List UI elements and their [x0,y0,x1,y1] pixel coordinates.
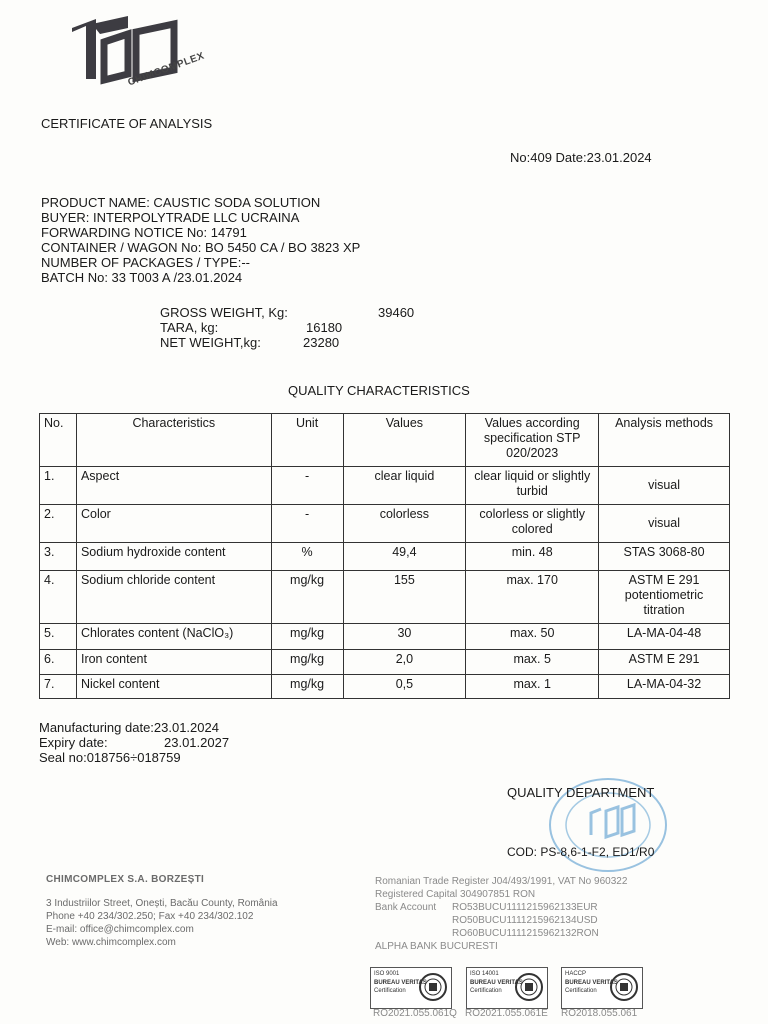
cell-value: colorless [343,505,466,543]
registered-capital: Registered Capital 304907851 RON [375,889,536,900]
cell-no: 6. [40,650,77,675]
cell-unit: mg/kg [271,650,343,675]
cert-code-haccp: RO2018.055.061 [561,1008,638,1019]
table-row [40,624,730,650]
cell-no: 5. [40,624,77,650]
registry-block [375,875,627,953]
cell-characteristic: Sodium chloride content [76,571,271,624]
header-specification: Values according specification STP 020/2023 [466,414,599,467]
cert-type: Certification [565,988,597,994]
cell-spec: max. 5 [466,650,599,675]
cell-value: 30 [343,624,466,650]
bank-account-row [375,901,627,914]
logo-wordmark: CHIMCOMPLEX [126,50,206,89]
quality-department-label: QUALITY DEPARTMENT [507,785,655,800]
cell-unit: - [271,467,343,505]
cell-method: visual [599,467,730,505]
buyer: BUYER: INTERPOLYTRADE LLC UCRAINA [41,210,300,225]
table-header-row [40,414,730,467]
bank-account-label: Bank Account [375,902,437,913]
company-phone: Phone +40 234/302.250; Fax +40 234/302.102 [46,911,254,922]
cell-no: 2. [40,505,77,543]
cell-method: LA-MA-04-32 [599,675,730,699]
header-analysis-methods: Analysis methods [599,414,730,467]
cell-spec: max. 1 [466,675,599,699]
header-no: No. [40,414,77,467]
cell-no: 7. [40,675,77,699]
table-row [40,543,730,571]
cell-characteristic: Nickel content [76,675,271,699]
quality-table [39,413,730,699]
packages-type: NUMBER OF PACKAGES / TYPE:-- [41,255,250,270]
bank-account-usd: RO50BUCU1111215962134USD [452,915,598,926]
cell-no: 1. [40,467,77,505]
cell-unit: - [271,505,343,543]
cert-standard: HACCP [565,971,587,977]
product-name: PRODUCT NAME: CAUSTIC SODA SOLUTION [41,195,321,210]
company-address: 3 Industriilor Street, Onești, Bacău County, România [46,898,278,909]
cell-unit: % [271,543,343,571]
cell-characteristic: Chlorates content (NaClO₃) [76,624,271,650]
product-info [41,195,360,285]
header-characteristics: Characteristics [76,414,271,467]
cell-characteristic: Color [76,505,271,543]
seal-number: Seal no:018756÷018759 [39,750,181,765]
cell-method: ASTM E 291 potentiometric titration [599,571,730,624]
document-title: CERTIFICATE OF ANALYSIS [41,116,213,131]
cell-value: clear liquid [343,467,466,505]
form-code: COD: PS-8,6-1-F2, ED1/R0 [507,845,655,859]
bureau-veritas-seal-icon [609,972,639,1002]
company-name: CHIMCOMPLEX S.A. BORZEȘTI [46,874,205,885]
cert-body: BUREAU VERITAS [565,980,618,986]
cell-value: 2,0 [343,650,466,675]
weight-label: GROSS WEIGHT, Kg: [160,305,288,320]
forwarding-notice: FORWARDING NOTICE No: 14791 [41,225,247,240]
cert-badge-iso9001 [370,967,452,1009]
cert-badge-iso14001 [466,967,548,1009]
bank-account-ron: RO60BUCU1111215962132RON [452,928,599,939]
company-web: Web: www.chimcomplex.com [46,937,176,948]
container-wagon: CONTAINER / WAGON No: BO 5450 CA / BO 3823 XP [41,240,361,255]
cell-method: STAS 3068-80 [599,543,730,571]
cert-badge-haccp [561,967,643,1009]
weights-block [160,305,415,350]
expiry-value: 23.01.2027 [164,735,230,750]
weight-label: TARA, kg: [160,320,219,335]
cell-spec: max. 170 [466,571,599,624]
expiry-label: Expiry date: [39,735,108,750]
table-row [40,467,730,505]
cert-standard: ISO 9001 [374,971,400,977]
cell-no: 4. [40,571,77,624]
cert-type: Certification [374,988,406,994]
cell-unit: mg/kg [271,624,343,650]
cell-unit: mg/kg [271,675,343,699]
cell-value: 49,4 [343,543,466,571]
gross-weight [160,305,415,320]
cell-value: 155 [343,571,466,624]
cell-method: LA-MA-04-48 [599,624,730,650]
batch-number: BATCH No: 33 T003 A /23.01.2024 [41,270,243,285]
cell-method: ASTM E 291 [599,650,730,675]
cell-spec: max. 50 [466,624,599,650]
tara-weight [160,320,343,335]
weight-value: 23280 [303,335,340,350]
trade-register: Romanian Trade Register J04/493/1991, VAT No 960322 [375,876,628,887]
cell-no: 3. [40,543,77,571]
cell-characteristic: Sodium hydroxide content [76,543,271,571]
cell-method: visual [599,505,730,543]
weight-value: 16180 [306,320,343,335]
cell-characteristic: Iron content [76,650,271,675]
table-row [40,505,730,543]
bank-account-eur: RO53BUCU1111215962133EUR [452,902,598,913]
cell-spec: colorless or slightly colored [466,505,599,543]
weight-value: 39460 [378,305,415,320]
table-row [40,675,730,699]
table-row [40,571,730,624]
company-contact [46,897,278,949]
quality-section-title: QUALITY CHARACTERISTICS [288,383,470,398]
cert-body: BUREAU VERITAS [374,980,427,986]
cell-spec: min. 48 [466,543,599,571]
expiry-date [39,735,230,750]
company-logo [70,14,206,89]
weight-label: NET WEIGHT,kg: [160,335,261,350]
company-email: E-mail: office@chimcomplex.com [46,924,194,935]
cell-characteristic: Aspect [76,467,271,505]
table-row [40,650,730,675]
cert-body: BUREAU VERITAS [470,980,523,986]
cert-code-iso9001: RO2021.055.061Q [373,1008,457,1019]
dates-block [39,720,230,765]
net-weight [160,335,340,350]
document-number-date: No:409 Date:23.01.2024 [510,150,652,165]
cert-type: Certification [470,988,502,994]
header-unit: Unit [271,414,343,467]
cell-spec: clear liquid or slightly turbid [466,467,599,505]
manufacturing-date: Manufacturing date:23.01.2024 [39,720,219,735]
cert-code-iso14001: RO2021.055.061E [465,1008,548,1019]
cert-standard: ISO 14001 [470,971,499,977]
bureau-veritas-seal-icon [514,972,544,1002]
header-values: Values [343,414,466,467]
bank-name: ALPHA BANK BUCURESTI [375,941,498,952]
cell-unit: mg/kg [271,571,343,624]
cell-value: 0,5 [343,675,466,699]
bureau-veritas-seal-icon [418,972,448,1002]
